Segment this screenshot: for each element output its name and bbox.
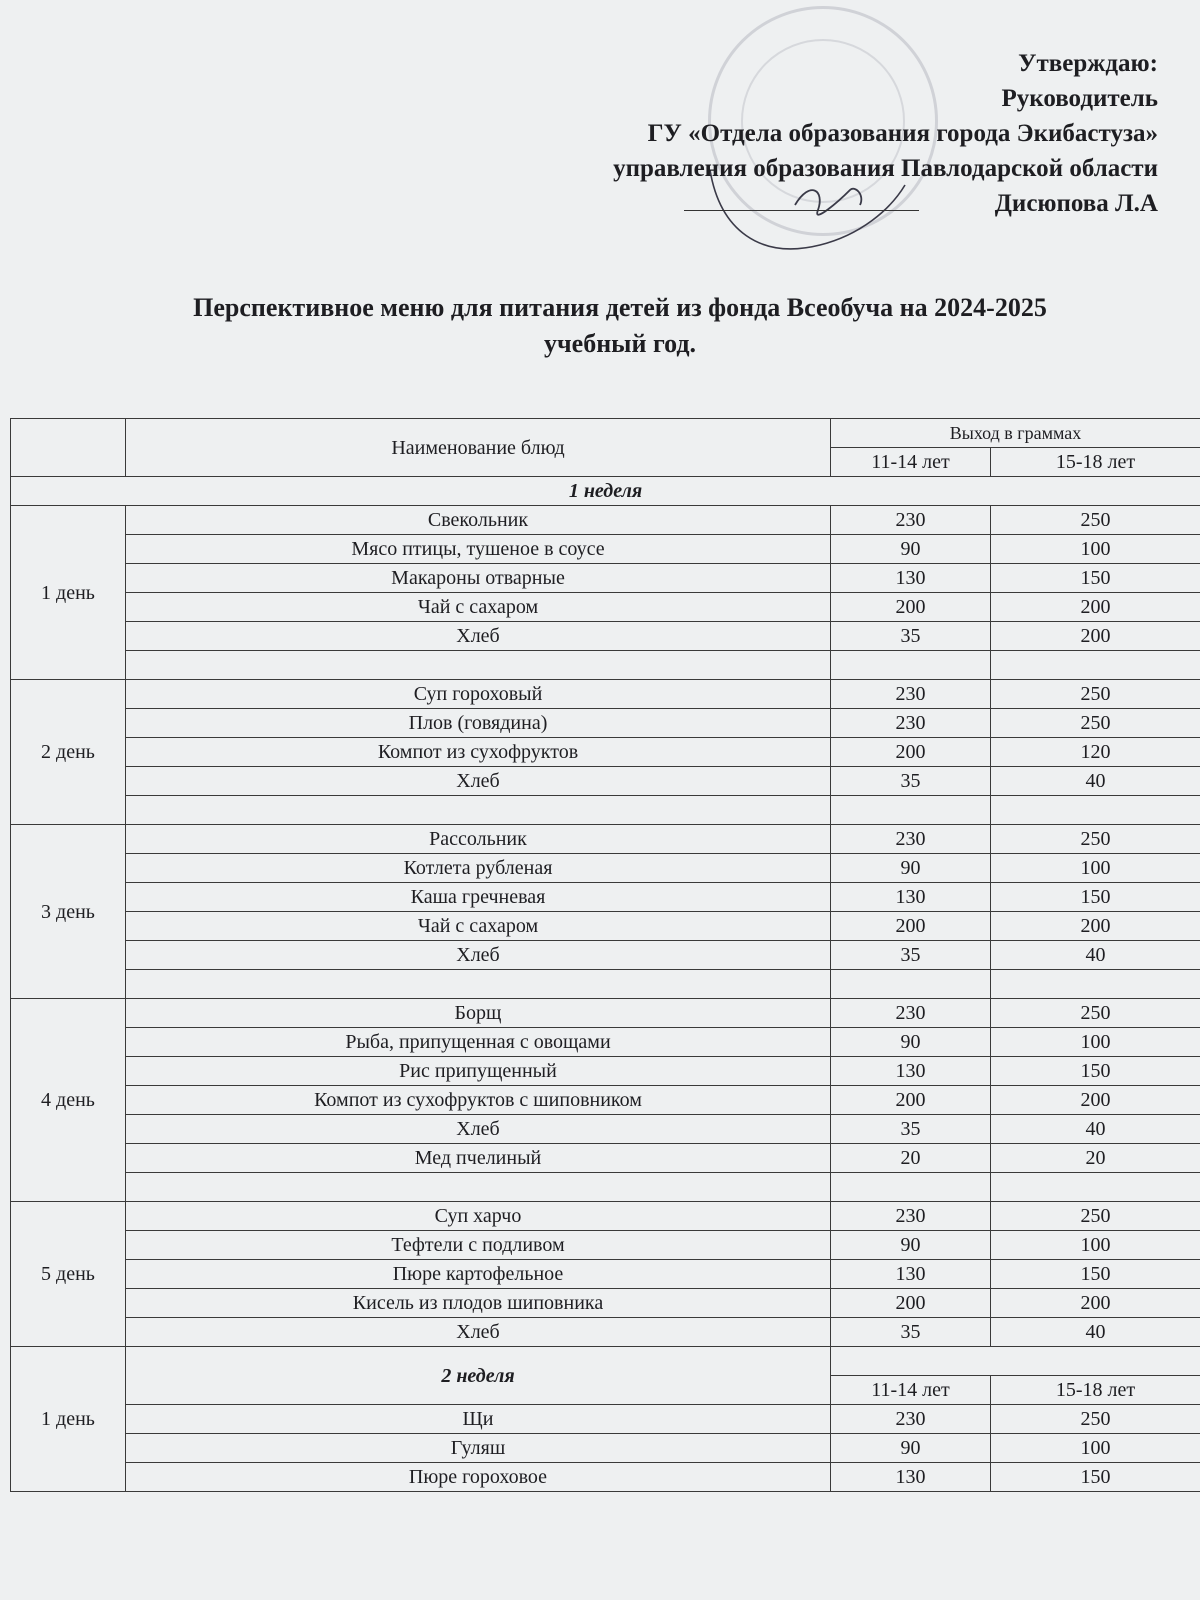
- dish-name: Котлета рубленая: [126, 854, 831, 883]
- grams-11-14: 230: [831, 1405, 991, 1434]
- dish-name: Тефтели с подливом: [126, 1231, 831, 1260]
- dish-name: Макароны отварные: [126, 564, 831, 593]
- dish-name: Мясо птицы, тушеное в соусе: [126, 535, 831, 564]
- header-empty-cell: [11, 419, 126, 477]
- empty-cell: [126, 651, 831, 680]
- dish-name: Хлеб: [126, 767, 831, 796]
- dish-name: Чай с сахаром: [126, 593, 831, 622]
- table-row: [11, 1463, 1200, 1492]
- dish-name: Пюре гороховое: [126, 1463, 831, 1492]
- grams-11-14: 35: [831, 767, 991, 796]
- grams-15-18: 250: [991, 825, 1200, 854]
- grams-11-14: 230: [831, 1202, 991, 1231]
- table-row: [11, 1231, 1200, 1260]
- header-dish-name: Наименование блюд: [126, 419, 831, 477]
- dish-name: Борщ: [126, 999, 831, 1028]
- empty-cell: [831, 796, 991, 825]
- grams-11-14: 90: [831, 1434, 991, 1463]
- table-row: [11, 883, 1200, 912]
- grams-15-18: 250: [991, 1202, 1200, 1231]
- dish-name: Чай с сахаром: [126, 912, 831, 941]
- dish-name: Суп гороховый: [126, 680, 831, 709]
- grams-11-14: 230: [831, 506, 991, 535]
- header-age-11-14: 11-14 лет: [831, 448, 991, 477]
- grams-11-14: 130: [831, 883, 991, 912]
- dish-name: Рис припущенный: [126, 1057, 831, 1086]
- grams-15-18: 20: [991, 1144, 1200, 1173]
- grams-11-14: 35: [831, 941, 991, 970]
- grams-15-18: 250: [991, 709, 1200, 738]
- signatory-name: Дисюпова Л.А: [994, 190, 1158, 217]
- signature-line: [684, 192, 919, 211]
- grams-11-14: 230: [831, 680, 991, 709]
- grams-11-14: 200: [831, 1289, 991, 1318]
- week-2-label: 2 неделя: [126, 1347, 831, 1405]
- empty-cell: [126, 970, 831, 999]
- table-row: [11, 680, 1200, 709]
- grams-11-14: 90: [831, 1231, 991, 1260]
- grams-11-14: 35: [831, 1115, 991, 1144]
- dish-name: Мед пчелиный: [126, 1144, 831, 1173]
- grams-11-14: 90: [831, 1028, 991, 1057]
- menu-table-body: [11, 419, 1200, 1492]
- day-label: 5 день: [11, 1202, 126, 1347]
- table-row: [11, 593, 1200, 622]
- dish-name: Свекольник: [126, 506, 831, 535]
- table-row: [11, 1434, 1200, 1463]
- grams-15-18: 200: [991, 912, 1200, 941]
- grams-15-18: 100: [991, 1231, 1200, 1260]
- grams-11-14: 230: [831, 709, 991, 738]
- table-row: [11, 1028, 1200, 1057]
- header-age-15-18: 15-18 лет: [991, 1376, 1200, 1405]
- grams-15-18: 150: [991, 1463, 1200, 1492]
- grams-11-14: 200: [831, 593, 991, 622]
- table-row: [11, 1260, 1200, 1289]
- grams-11-14: 230: [831, 825, 991, 854]
- table-row: [11, 535, 1200, 564]
- week-2-header-empty: [831, 1347, 1200, 1376]
- table-row: [11, 941, 1200, 970]
- grams-15-18: 40: [991, 1115, 1200, 1144]
- table-row: [11, 1057, 1200, 1086]
- day-label: 1 день: [11, 1347, 126, 1492]
- empty-cell: [991, 796, 1200, 825]
- dish-name: Хлеб: [126, 941, 831, 970]
- header-output-grams: Выход в граммах: [831, 419, 1200, 448]
- spacer-row: [11, 1173, 1200, 1202]
- grams-11-14: 90: [831, 854, 991, 883]
- table-row: [11, 738, 1200, 767]
- table-row: [11, 1318, 1200, 1347]
- document-title: [90, 290, 1150, 362]
- header-age-15-18: 15-18 лет: [991, 448, 1200, 477]
- dish-name: Плов (говядина): [126, 709, 831, 738]
- grams-11-14: 130: [831, 1057, 991, 1086]
- spacer-row: [11, 970, 1200, 999]
- table-row: [11, 999, 1200, 1028]
- grams-15-18: 150: [991, 1260, 1200, 1289]
- grams-15-18: 150: [991, 883, 1200, 912]
- grams-15-18: 250: [991, 999, 1200, 1028]
- empty-cell: [991, 651, 1200, 680]
- grams-15-18: 40: [991, 767, 1200, 796]
- grams-15-18: 100: [991, 535, 1200, 564]
- empty-cell: [991, 1173, 1200, 1202]
- grams-11-14: 130: [831, 564, 991, 593]
- dish-name: Компот из сухофруктов: [126, 738, 831, 767]
- dish-name: Суп харчо: [126, 1202, 831, 1231]
- grams-15-18: 40: [991, 941, 1200, 970]
- grams-11-14: 90: [831, 535, 991, 564]
- grams-11-14: 130: [831, 1463, 991, 1492]
- dish-name: Каша гречневая: [126, 883, 831, 912]
- week-2-row: [11, 1347, 1200, 1376]
- dish-name: Кисель из плодов шиповника: [126, 1289, 831, 1318]
- approval-signatory: [398, 186, 1158, 221]
- spacer-row: [11, 651, 1200, 680]
- approval-heading: Утверждаю:: [1018, 50, 1158, 77]
- dish-name: Пюре картофельное: [126, 1260, 831, 1289]
- grams-15-18: 200: [991, 622, 1200, 651]
- title-line-2: учебный год.: [543, 329, 697, 358]
- table-row: [11, 825, 1200, 854]
- empty-cell: [831, 970, 991, 999]
- grams-11-14: 200: [831, 1086, 991, 1115]
- table-row: [11, 506, 1200, 535]
- grams-15-18: 100: [991, 1028, 1200, 1057]
- empty-cell: [991, 970, 1200, 999]
- approval-block: [398, 46, 1158, 221]
- grams-15-18: 200: [991, 593, 1200, 622]
- grams-15-18: 150: [991, 564, 1200, 593]
- grams-15-18: 200: [991, 1086, 1200, 1115]
- empty-cell: [126, 1173, 831, 1202]
- dish-name: Рыба, припущенная с овощами: [126, 1028, 831, 1057]
- day-label: 1 день: [11, 506, 126, 680]
- dish-name: Гуляш: [126, 1434, 831, 1463]
- grams-11-14: 35: [831, 622, 991, 651]
- grams-11-14: 130: [831, 1260, 991, 1289]
- day-label: 4 день: [11, 999, 126, 1202]
- table-row: [11, 622, 1200, 651]
- empty-cell: [831, 1173, 991, 1202]
- table-row: [11, 709, 1200, 738]
- empty-cell: [831, 651, 991, 680]
- dish-name: Хлеб: [126, 622, 831, 651]
- table-row: [11, 912, 1200, 941]
- grams-15-18: 40: [991, 1318, 1200, 1347]
- week-1-label: 1 неделя: [11, 477, 1200, 506]
- empty-cell: [126, 796, 831, 825]
- week-1-row: [11, 477, 1200, 506]
- title-line-1: Перспективное меню для питания детей из фонда Всеобуча на 2024-2025: [193, 293, 1047, 322]
- grams-11-14: 200: [831, 912, 991, 941]
- dish-name: Компот из сухофруктов с шиповником: [126, 1086, 831, 1115]
- grams-15-18: 250: [991, 680, 1200, 709]
- table-row: [11, 1405, 1200, 1434]
- grams-15-18: 100: [991, 1434, 1200, 1463]
- day-label: 2 день: [11, 680, 126, 825]
- dish-name: Рассольник: [126, 825, 831, 854]
- approval-org: ГУ «Отдела образования города Экибастуза»: [647, 120, 1158, 147]
- day-label: 3 день: [11, 825, 126, 999]
- grams-11-14: 20: [831, 1144, 991, 1173]
- table-row: [11, 1289, 1200, 1318]
- approval-department: управления образования Павлодарской области: [613, 155, 1158, 182]
- grams-15-18: 120: [991, 738, 1200, 767]
- grams-15-18: 150: [991, 1057, 1200, 1086]
- table-row: [11, 1115, 1200, 1144]
- table-row: [11, 767, 1200, 796]
- table-row: [11, 1086, 1200, 1115]
- grams-11-14: 230: [831, 999, 991, 1028]
- dish-name: Хлеб: [126, 1318, 831, 1347]
- grams-15-18: 250: [991, 1405, 1200, 1434]
- grams-15-18: 100: [991, 854, 1200, 883]
- grams-15-18: 250: [991, 506, 1200, 535]
- spacer-row: [11, 796, 1200, 825]
- grams-15-18: 200: [991, 1289, 1200, 1318]
- dish-name: Щи: [126, 1405, 831, 1434]
- menu-table: [10, 418, 1200, 1492]
- table-row: [11, 564, 1200, 593]
- header-row-1: [11, 419, 1200, 448]
- header-age-11-14: 11-14 лет: [831, 1376, 991, 1405]
- grams-11-14: 200: [831, 738, 991, 767]
- approval-position: Руководитель: [1001, 85, 1158, 112]
- table-row: [11, 854, 1200, 883]
- table-row: [11, 1144, 1200, 1173]
- grams-11-14: 35: [831, 1318, 991, 1347]
- table-row: [11, 1202, 1200, 1231]
- dish-name: Хлеб: [126, 1115, 831, 1144]
